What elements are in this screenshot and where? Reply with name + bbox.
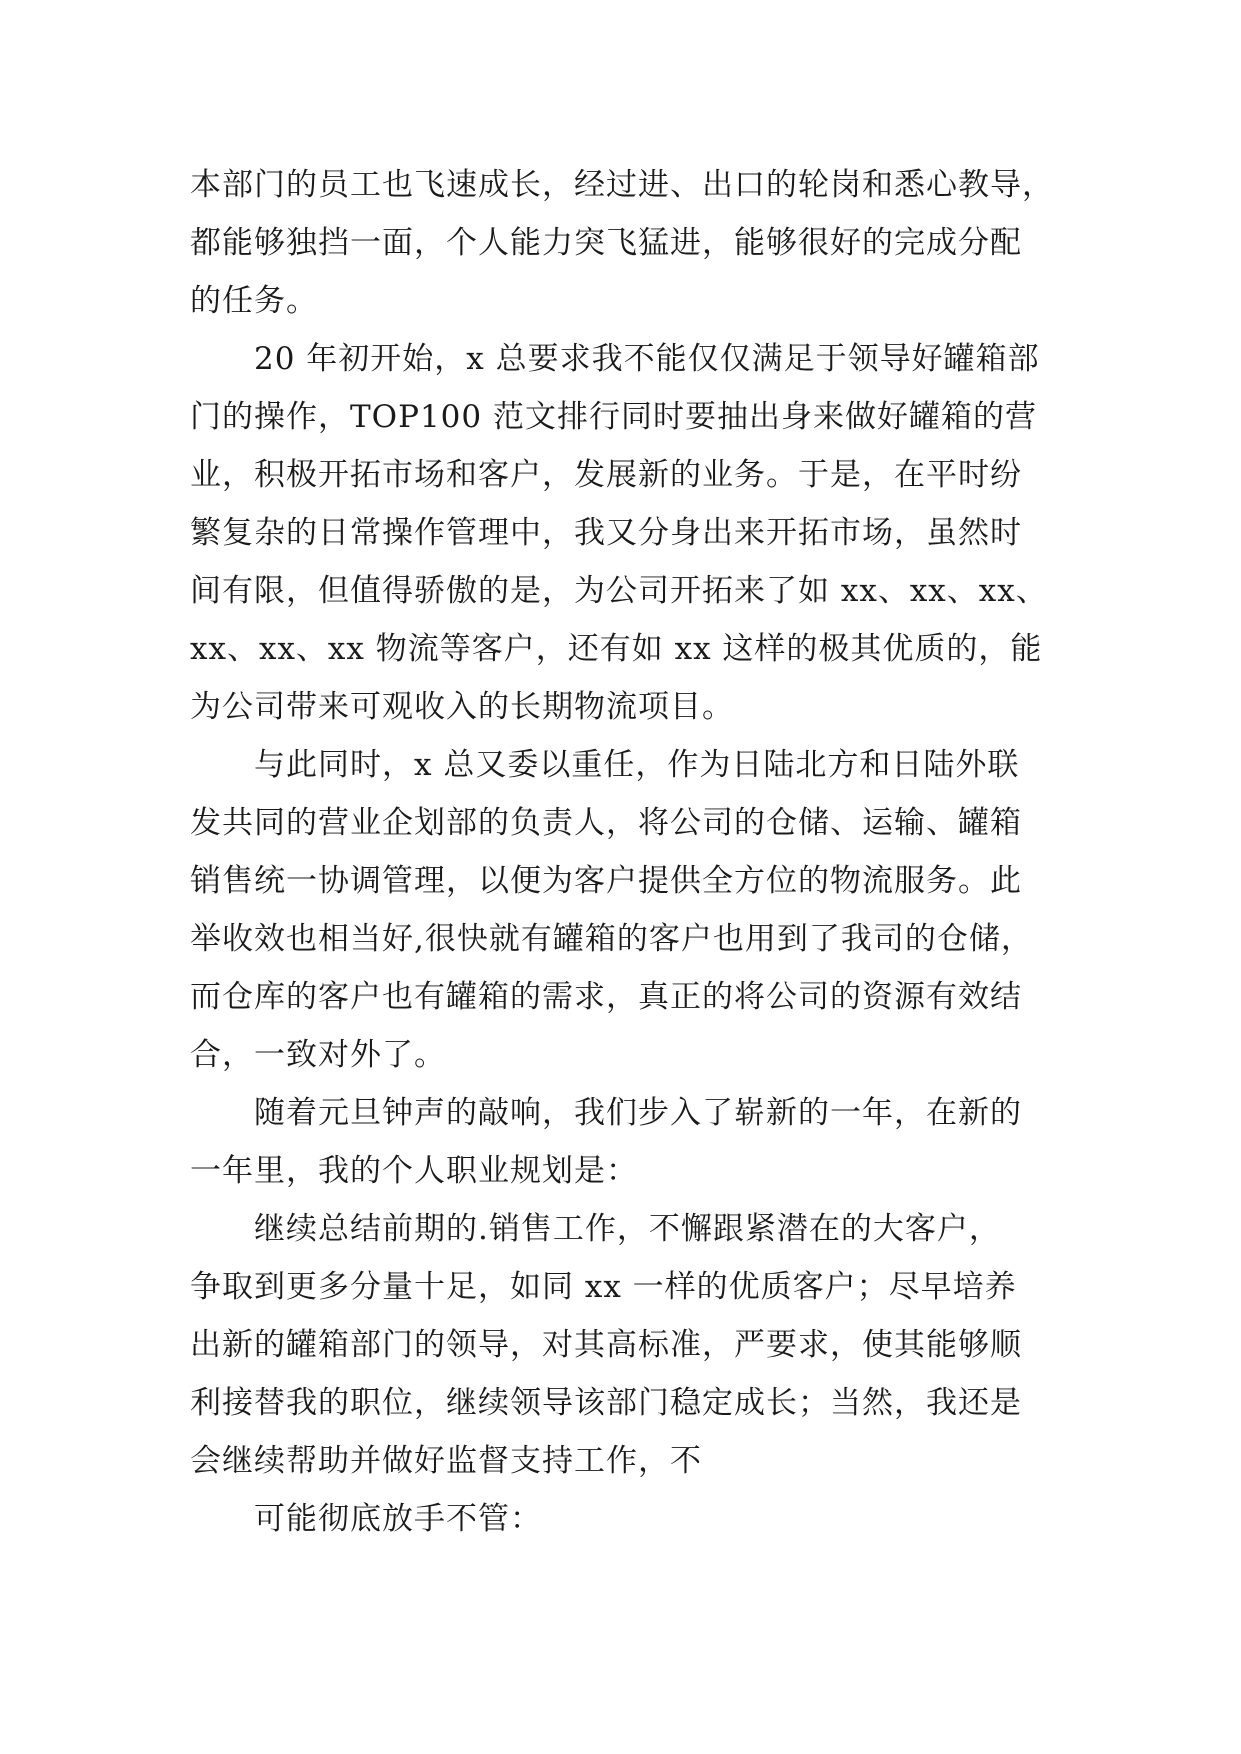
text-line: 门的操作，TOP100 范文排行同时要抽出身来做好罐箱的营 (190, 399, 1037, 435)
text-line: 争取到更多分量十足，如同 xx 一样的优质客户；尽早培养 (190, 1269, 1017, 1305)
text-line: 与此同时，x 总又委以重任，作为日陆北方和日陆外联 (254, 747, 1020, 783)
text-line: xx、xx、xx 物流等客户，还有如 xx 这样的极其优质的，能 (190, 631, 1043, 667)
text-line: 一年里，我的个人职业规划是： (190, 1153, 638, 1189)
paragraph (190, 1200, 1058, 1490)
text-line: 为公司带来可观收入的长期物流项目。 (190, 689, 734, 725)
text-line: 随着元旦钟声的敲响，我们步入了崭新的一年，在新的 (254, 1095, 1022, 1131)
text-line: 继续总结前期的.销售工作，不懈跟紧潜在的大客户， (254, 1211, 1001, 1247)
text-line: 繁复杂的日常操作管理中，我又分身出来开拓市场，虽然时 (190, 515, 1022, 551)
text-line: 的任务。 (190, 283, 318, 319)
paragraph (190, 736, 1058, 1084)
text-line: 业，积极开拓市场和客户，发展新的业务。于是，在平时纷 (190, 457, 1022, 493)
text-line: 可能彻底放手不管： (254, 1501, 542, 1537)
paragraph (190, 330, 1058, 736)
text-line: 举收效也相当好,很快就有罐箱的客户也用到了我司的仓储， (190, 921, 1033, 957)
text-line: 20 年初开始，x 总要求我不能仅仅满足于领导好罐箱部 (254, 341, 1040, 377)
document-page (190, 156, 1058, 1548)
text-line: 本部门的员工也飞速成长，经过进、出口的轮岗和悉心教导， (190, 167, 1054, 203)
text-line: 而仓库的客户也有罐箱的需求，真正的将公司的资源有效结 (190, 979, 1022, 1015)
text-line: 发共同的营业企划部的负责人，将公司的仓储、运输、罐箱 (190, 805, 1022, 841)
paragraph (190, 156, 1058, 330)
text-line: 销售统一协调管理，以便为客户提供全方位的物流服务。此 (190, 863, 1022, 899)
paragraph (190, 1084, 1058, 1200)
text-line: 会继续帮助并做好监督支持工作，不 (190, 1443, 702, 1479)
text-line: 都能够独挡一面，个人能力突飞猛进，能够很好的完成分配 (190, 225, 1022, 261)
text-line: 出新的罐箱部门的领导，对其高标准，严要求，使其能够顺 (190, 1327, 1022, 1363)
text-line: 利接替我的职位，继续领导该部门稳定成长；当然，我还是 (190, 1385, 1022, 1421)
text-line: 合，一致对外了。 (190, 1037, 446, 1073)
paragraph (190, 1490, 1058, 1548)
text-line: 间有限，但值得骄傲的是，为公司开拓来了如 xx、xx、xx、 (190, 573, 1048, 609)
